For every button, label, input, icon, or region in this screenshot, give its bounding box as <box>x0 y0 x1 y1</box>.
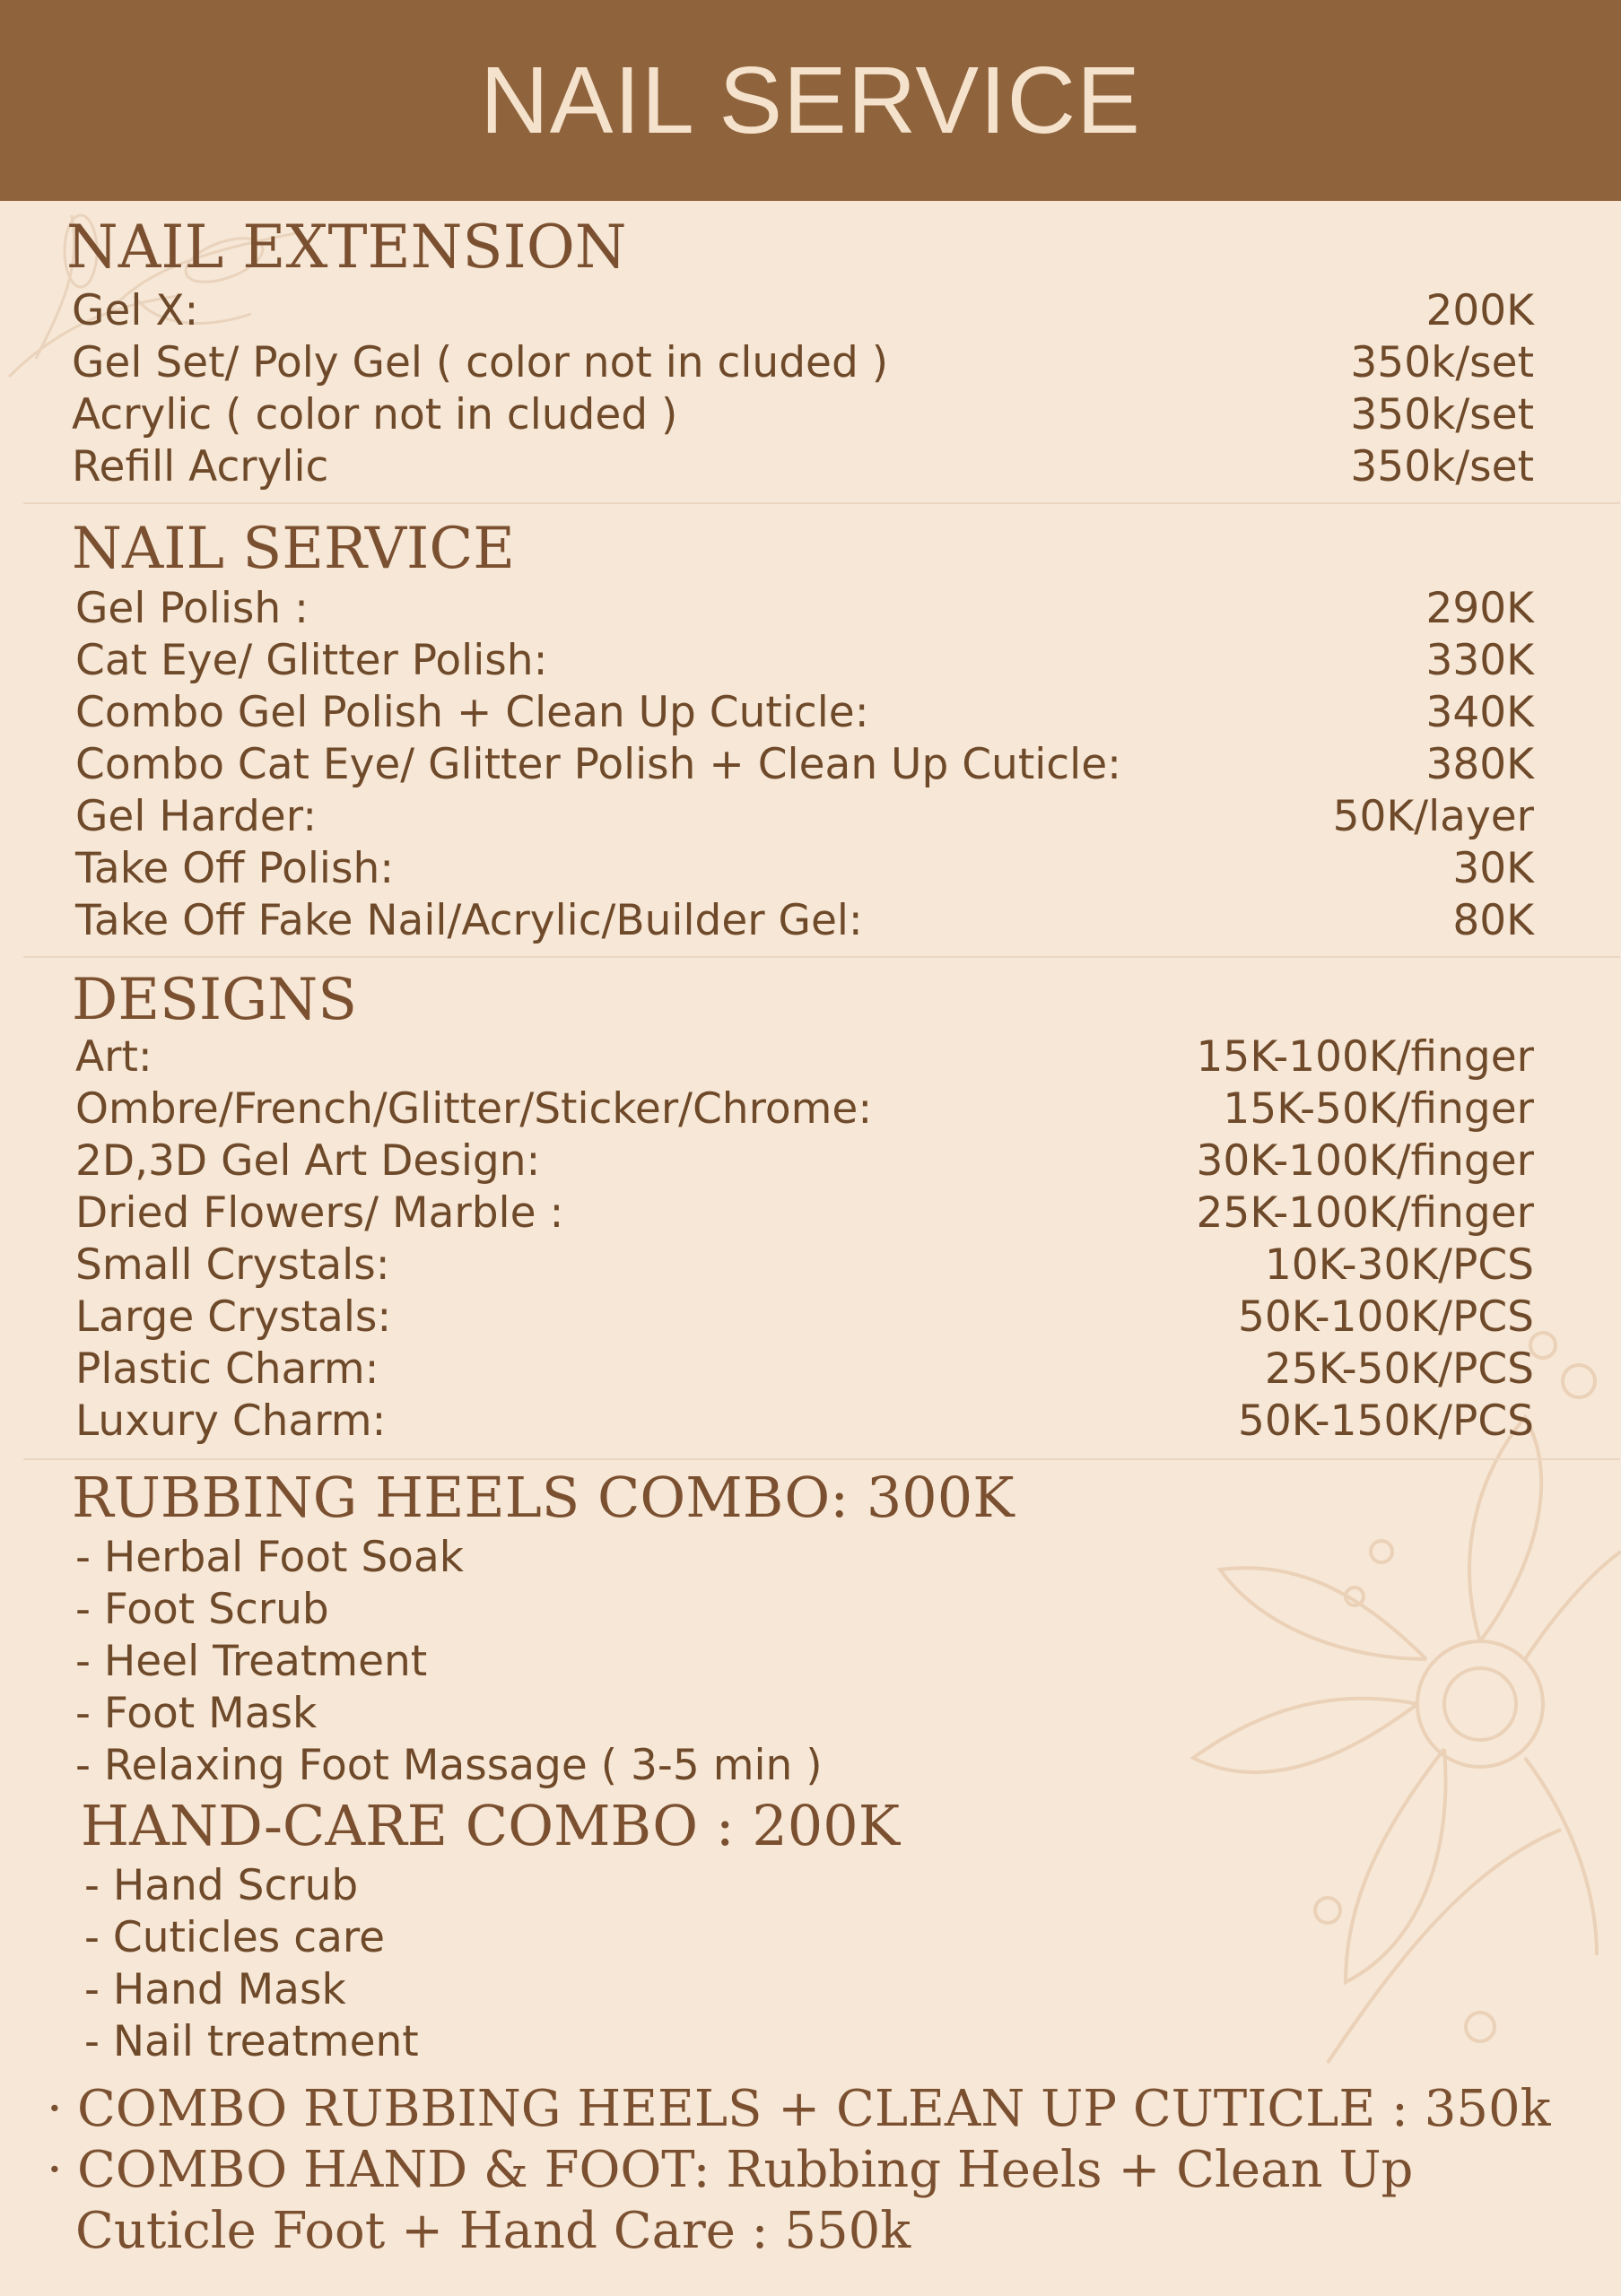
price-row <box>75 843 1534 895</box>
price-row <box>75 1239 1534 1292</box>
service-price: 330K <box>1425 636 1534 685</box>
service-name: Art: <box>75 1032 153 1082</box>
service-price: 30K-100K/finger <box>1196 1136 1534 1186</box>
service-price: 200K <box>1425 286 1534 335</box>
combo-item: - Foot Scrub <box>75 1585 329 1634</box>
service-name: Cat Eye/ Glitter Polish: <box>75 636 548 685</box>
combo-item: - Cuticles care <box>84 1913 386 1962</box>
combo-item: - Foot Mask <box>75 1689 318 1738</box>
section-title-nail-service: NAIL SERVICE <box>72 516 515 582</box>
price-row <box>72 389 1534 441</box>
service-price: 350k/set <box>1350 338 1534 387</box>
combo-rubbing-heels-clean-up <box>47 2079 1551 2140</box>
service-name: Take Off Polish: <box>75 844 395 893</box>
service-price: 15K-100K/finger <box>1196 1032 1534 1082</box>
service-name: Gel Set/ Poly Gel ( color not in cluded ) <box>72 338 889 387</box>
service-price: 350k/set <box>1350 442 1534 491</box>
service-price: 25K-100K/finger <box>1196 1188 1534 1238</box>
service-name: Combo Gel Polish + Clean Up Cuticle: <box>75 688 869 737</box>
price-row <box>75 1031 1534 1083</box>
combo-line-text: COMBO HAND & FOOT: Rubbing Heels + Clean Up <box>77 2141 1414 2199</box>
service-name: Gel X: <box>72 286 199 335</box>
price-row <box>75 635 1534 687</box>
price-row <box>75 1135 1534 1187</box>
price-row <box>75 791 1534 843</box>
section-title-rubbing-heels-combo: RUBBING HEELS COMBO: 300K <box>72 1465 1015 1530</box>
service-name: Gel Polish : <box>75 584 309 633</box>
service-name: Dried Flowers/ Marble : <box>75 1188 564 1238</box>
section-title-hand-care-combo: HAND-CARE COMBO : 200K <box>81 1793 901 1858</box>
service-price: 10K-30K/PCS <box>1264 1240 1534 1290</box>
page-title: NAIL SERVICE <box>480 47 1141 153</box>
combo-hand-and-foot <box>47 2140 1414 2201</box>
price-row <box>75 1292 1534 1344</box>
price-row <box>75 739 1534 791</box>
divider <box>23 1458 1620 1460</box>
price-row <box>72 285 1534 337</box>
price-row <box>75 1344 1534 1396</box>
service-name: Plastic Charm: <box>75 1344 379 1394</box>
page-header <box>0 0 1621 201</box>
service-name: Take Off Fake Nail/Acrylic/Builder Gel: <box>75 896 863 945</box>
combo-item: - Herbal Foot Soak <box>75 1533 464 1582</box>
section-title-nail-extension: NAIL EXTENSION <box>66 213 627 282</box>
price-row <box>75 895 1534 947</box>
divider <box>23 502 1620 504</box>
service-name: Small Crystals: <box>75 1240 390 1290</box>
combo-item: - Hand Scrub <box>84 1861 359 1910</box>
divider <box>23 956 1620 958</box>
combo-item: - Hand Mask <box>84 1965 346 2014</box>
combo-item: - Nail treatment <box>84 2017 419 2066</box>
price-row <box>72 337 1534 389</box>
service-name: 2D,3D Gel Art Design: <box>75 1136 541 1186</box>
bullet-dot: · <box>47 2080 63 2138</box>
price-row <box>75 1083 1534 1135</box>
service-price: 380K <box>1425 740 1534 789</box>
bullet-dot: · <box>47 2141 63 2199</box>
service-price: 30K <box>1452 844 1534 893</box>
combo-line-text: COMBO RUBBING HEELS + CLEAN UP CUTICLE : 350k <box>77 2080 1551 2138</box>
combo-hand-and-foot-continued: Cuticle Foot + Hand Care : 550k <box>75 2202 911 2260</box>
section-title-designs: DESIGNS <box>72 967 358 1033</box>
service-name: Large Crystals: <box>75 1292 392 1342</box>
price-row <box>72 441 1534 493</box>
service-name: Luxury Charm: <box>75 1396 387 1446</box>
combo-item: - Heel Treatment <box>75 1637 428 1686</box>
service-name: Ombre/French/Glitter/Sticker/Chrome: <box>75 1084 873 1134</box>
service-price: 80K <box>1452 896 1534 945</box>
service-price: 290K <box>1425 584 1534 633</box>
service-price: 50K-100K/PCS <box>1237 1292 1534 1342</box>
price-row <box>75 687 1534 739</box>
service-price: 50K-150K/PCS <box>1237 1396 1534 1446</box>
service-name: Combo Cat Eye/ Glitter Polish + Clean Up Cuticle: <box>75 740 1121 789</box>
service-name: Acrylic ( color not in cluded ) <box>72 390 678 439</box>
service-name: Gel Harder: <box>75 792 318 841</box>
price-row <box>75 1187 1534 1239</box>
combo-item: - Relaxing Foot Massage ( 3-5 min ) <box>75 1741 823 1790</box>
service-price: 15K-50K/finger <box>1223 1084 1534 1134</box>
service-price: 340K <box>1425 688 1534 737</box>
service-name: Refill Acrylic <box>72 442 329 491</box>
service-price: 350k/set <box>1350 390 1534 439</box>
price-row <box>75 1396 1534 1448</box>
service-price: 25K-50K/PCS <box>1264 1344 1534 1394</box>
price-row <box>75 583 1534 635</box>
service-price: 50K/layer <box>1332 792 1534 841</box>
